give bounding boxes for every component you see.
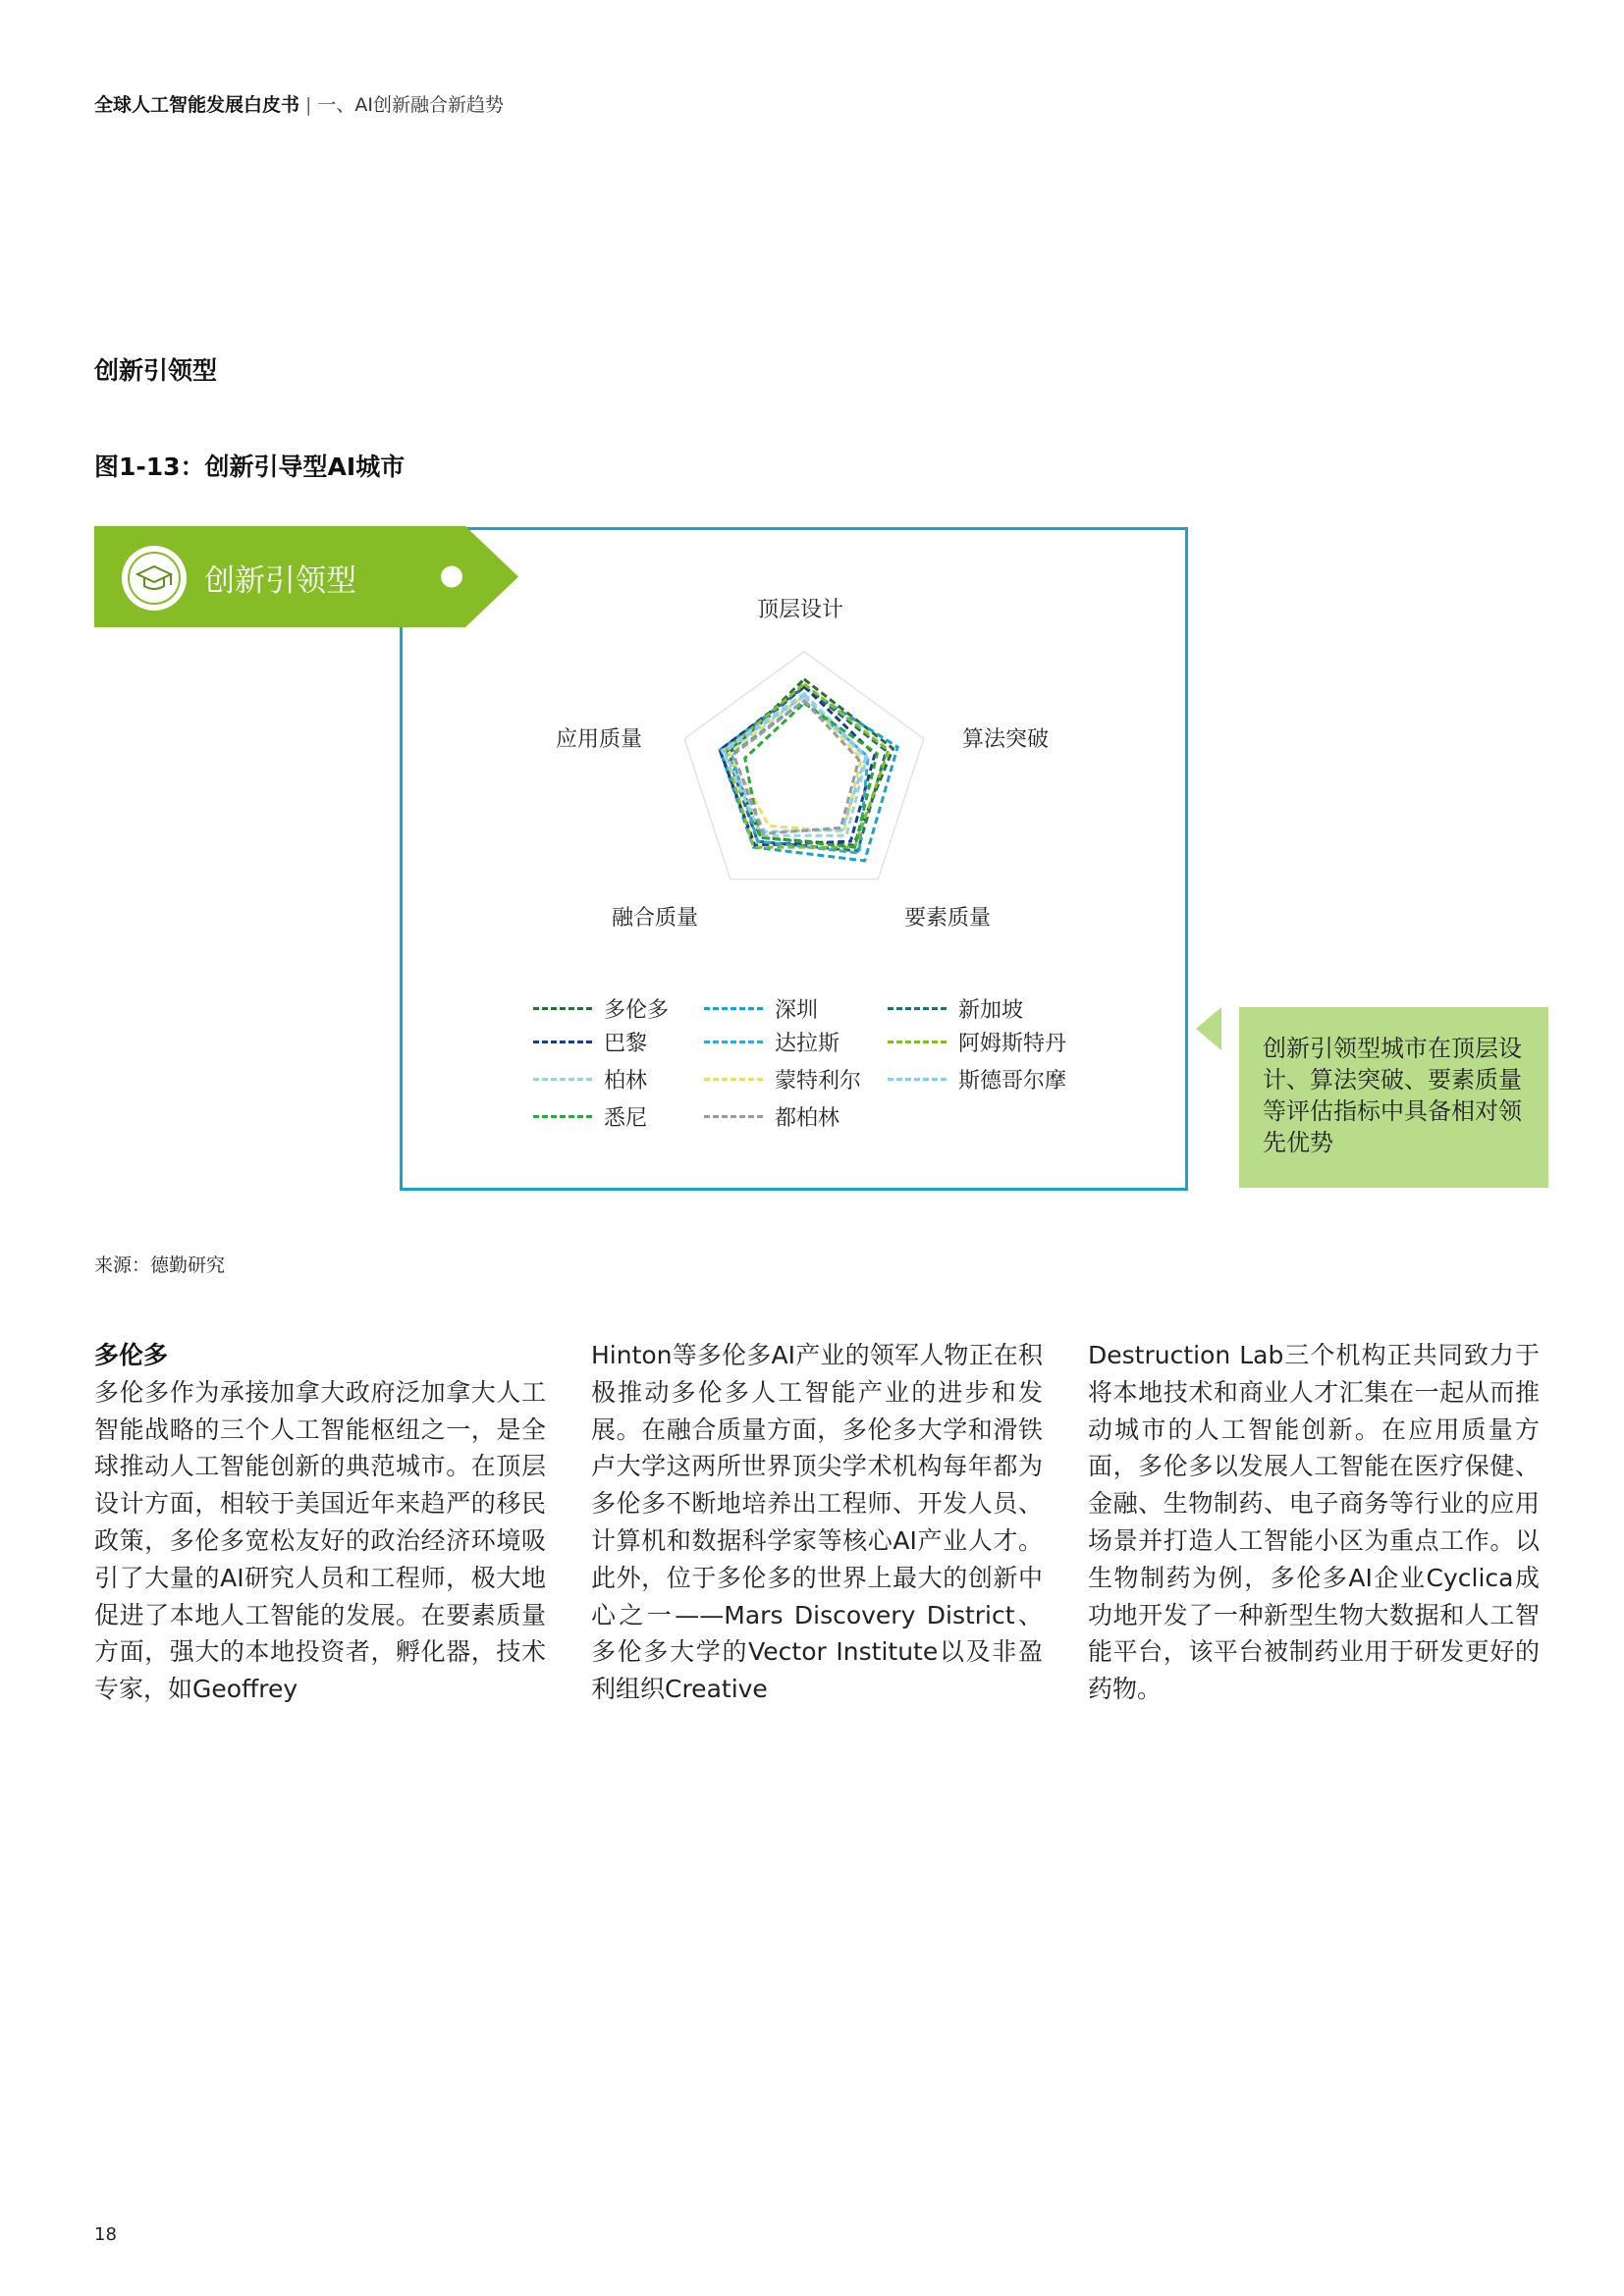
article-heading: 多伦多 [94,1341,169,1369]
legend-label: 巴黎 [604,1031,648,1056]
legend-item [533,1064,647,1094]
legend-item [533,1101,647,1131]
legend-swatch [533,1041,592,1043]
legend-swatch [533,1078,592,1081]
legend-item [533,993,669,1023]
legend-item [533,1027,647,1056]
legend-item [704,1101,839,1131]
chapter-title: 一、AI创新融合新趋势 [317,94,505,116]
axis-label-application-quality: 应用质量 [556,727,643,752]
running-header [94,90,504,117]
callout-pointer [1196,1007,1221,1050]
legend-swatch [533,1007,592,1010]
legend-item [888,1027,1066,1056]
article-column-3: Destruction Lab三个机构正共同致力于将本地技术和商业人才汇集在一起从而推动城市的人工智能创新。在应用质量方面，多伦多以发展人工智能在医疗保健、金融、生物制药、电子商务等行业的应用场景并打造人工智能小区为重点工作。以生物制药为例，多伦多AI企业Cyclica成功地开发了一种新型生物大数据和人工智能平台，该平台被制药业用于研发更好的药物。 [1088,1341,1540,1704]
legend-swatch [888,1007,947,1010]
axis-label-factor-quality: 要素质量 [904,906,992,931]
legend-label: 多伦多 [604,997,670,1023]
legend-item [704,1027,839,1056]
legend-label: 悉尼 [604,1105,648,1131]
axis-label-fusion-quality: 融合质量 [612,906,699,931]
legend-item [888,993,1023,1023]
legend-label: 达拉斯 [775,1031,840,1056]
legend-label: 斯德哥尔摩 [958,1068,1067,1094]
legend-item [704,1064,861,1094]
section-title: 创新引领型 [94,356,218,385]
legend-label: 深圳 [775,997,819,1023]
legend-swatch [704,1115,763,1118]
axis-label-algorithm: 算法突破 [962,727,1050,752]
source-note: 来源：德勤研究 [94,1255,226,1276]
article-column-2: Hinton等多伦多AI产业的领军人物正在积极推动多伦多人工智能产业的进步和发展。在融合质量方面，多伦多大学和滑铁卢大学这两所世界顶尖学术机构每年都为多伦多不断地培养出工程师、开发人员、计算机和数据科学家等核心AI产业人才。此外，位于多伦多的世界上最大的创新中心之一——Mars Discovery District、多伦多大学的Vector Institute以及非盈利组织Creative [591,1341,1043,1704]
article-column-1 [94,1337,546,1708]
legend-label: 阿姆斯特丹 [958,1031,1067,1056]
page-number: 18 [94,2224,117,2245]
legend-swatch [533,1115,592,1118]
legend-label: 新加坡 [958,997,1024,1023]
document-title: 全球人工智能发展白皮书 [94,94,300,116]
legend-label: 都柏林 [775,1105,840,1131]
legend-label: 柏林 [604,1068,648,1094]
legend-swatch [888,1041,947,1043]
legend-item [888,1064,1066,1094]
legend-swatch [704,1041,763,1043]
legend-swatch [888,1078,947,1081]
banner-label: 创新引领型 [204,563,356,599]
legend-swatch [704,1007,763,1010]
figure-title: 图1-13：创新引导型AI城市 [94,453,406,481]
callout-text: 创新引领型城市在顶层设计、算法突破、要素质量等评估指标中具备相对领先优势 [1263,1035,1522,1156]
legend-swatch [704,1078,763,1081]
article-column-1-text: 多伦多作为承接加拿大政府泛加拿大人工智能战略的三个人工智能枢纽之一，是全球推动人工智能创新的典范城市。在顶层设计方面，相较于美国近年来趋严的移民政策，多伦多宽松友好的政治经济环境吸引了大量的AI研究人员和工程师，极大地促进了本地人工智能的发展。在要素质量方面，强大的本地投资者，孵化器，技术专家，如Geoffrey [94,1377,546,1704]
axis-label-top-design: 顶层设计 [757,598,844,622]
graduation-cap-icon [122,546,187,611]
legend-label: 蒙特利尔 [775,1068,862,1094]
header-separator: | [305,94,312,116]
legend-item [704,993,818,1023]
